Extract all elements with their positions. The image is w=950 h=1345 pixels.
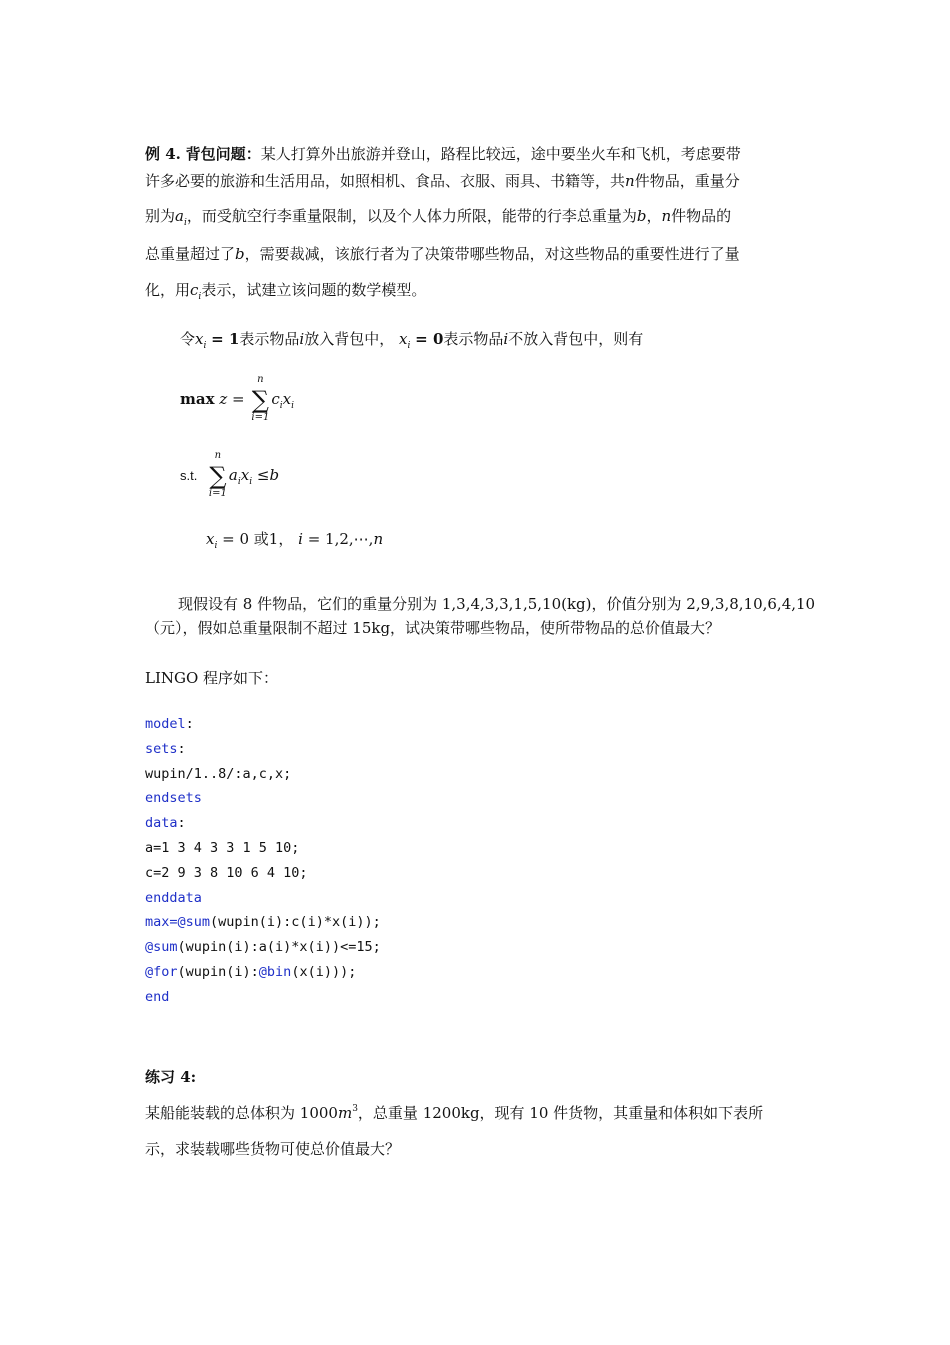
exercise-line-1: 某船能装载的总体积为 $1000m^3$，总重量 1200kg，现有 10 件货物，其重量和体积如下表所 [145,1104,764,1122]
let-statement: 令$x_i = 1$表示物品i放入背包中， $x_i = 0$表示物品i不放入背包中，则有 [180,330,644,351]
problem-line-2: （元），假如总重量限制不超过 15kg，试决策带哪些物品，使所带物品的总价值最大？ [145,619,721,637]
example-line-3: 别为$a_i$，而受航空行李重量限制，以及个人体力所限，能带的行李总重量为b，n件物品的 [145,207,732,228]
example-line-4: 总重量超过了b，需要裁减，该旅行者为了决策带哪些物品，对这些物品的重要性进行了量 [145,245,740,263]
exercise-line-2: 示，求装载哪些货物可使总价值最大？ [145,1140,401,1158]
objective-function: max z = n ∑ i=1 $c_ix_i$ [180,374,295,423]
problem-line-1: 现假设有 8 件物品，它们的重量分别为 1,3,4,3,3,1,5,10(kg)，价值分别为 2,9,3,8,10,6,4,10 [178,595,816,613]
exercise-title: 练习 4: [145,1068,197,1086]
example-line-2: 许多必要的旅游和生活用品，如照相机、食品、衣服、雨具、书籍等，共n件物品，重量分 [145,172,740,190]
lingo-code-block: model: sets: wupin/1..8/:a,c,x; endsets data: a=1 3 4 3 3 1 5 10; c=2 9 3 8 10 6 4 10; enddata max=@sum(wupin(i):c(i)*x(i)); @sum(wupin(i):a(i)*x(i))<=15; @for(wupin(i):@bin(x(i))); end [145,716,381,1005]
example-label: 例 4. [145,145,181,163]
example-line-1: 例 4. 背包问题：某人打算外出旅游并登山，路程比较远，途中要坐火车和飞机，考虑要带 [145,145,741,163]
sum-symbol: n ∑ i=1 [251,374,270,423]
example-line-5: 化，用$c_i$表示，试建立该问题的数学模型。 [145,281,427,302]
constraint-weight: s.t. n ∑ i=1 $a_ix_i \le b$ [180,450,280,499]
sum-symbol: n ∑ i=1 [208,450,227,499]
constraint-binary: $x_i = 0$ 或1， i = 1,2,⋯,n [206,530,384,551]
program-intro: LINGO 程序如下： [145,669,279,687]
example-title: 背包问题 [185,145,246,163]
